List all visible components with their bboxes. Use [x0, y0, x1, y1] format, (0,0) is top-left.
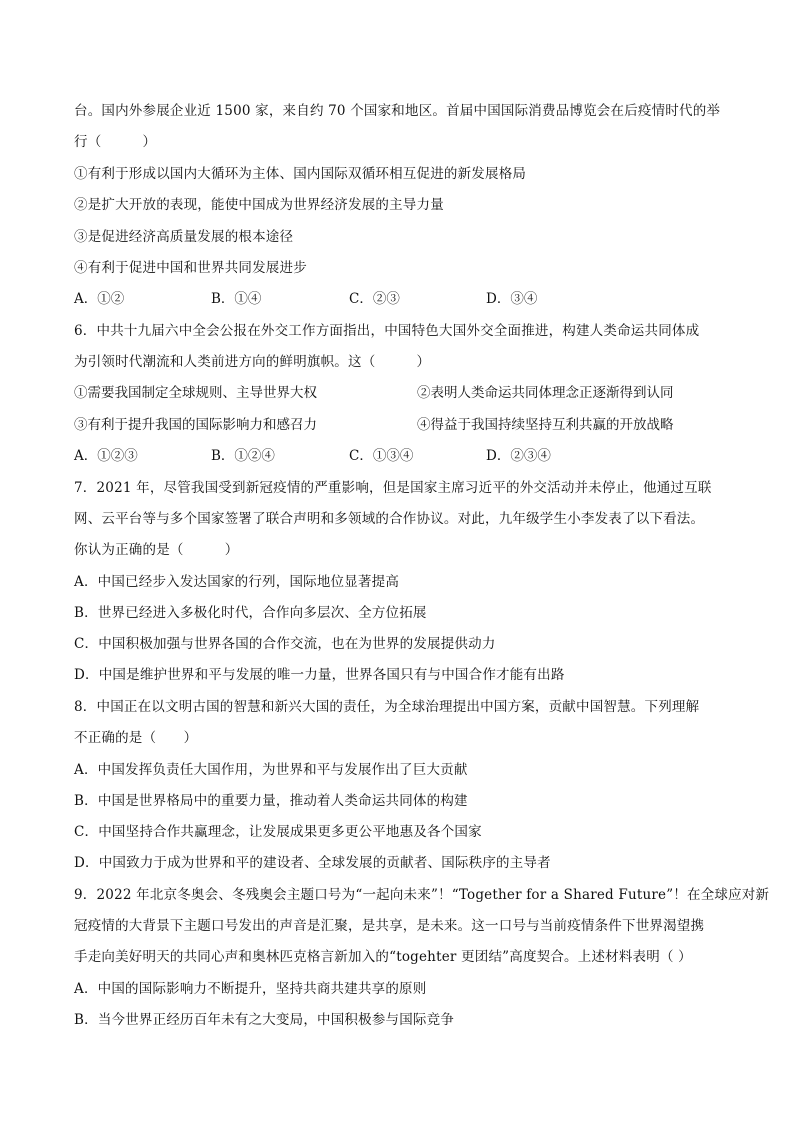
- q7-stem-line2: 网、云平台等与多个国家签署了联合声明和多领域的合作协议。对此，九年级学生小李发表了以下看法。: [74, 511, 705, 527]
- q8-stem-line2: 不正确的是（ ）: [74, 730, 198, 746]
- q9-stem-line2: 冠疫情的大背景下主题口号发出的声音是汇聚，是共享，是未来。这一口号与当前疫情条件下世界渴望携: [74, 918, 705, 934]
- q7-stem-line3: 你认为正确的是（ ）: [74, 542, 239, 558]
- q6-stem-line2: 为引领时代潮流和人类前进方向的鲜明旗帜。这（ ）: [74, 354, 431, 370]
- q5-option-b[interactable]: B．①④: [211, 291, 262, 307]
- q6-statement-4: ④得益于我国持续坚持互利共赢的开放战略: [417, 417, 674, 433]
- q5-statement-3: ③是促进经济高质量发展的根本途径: [74, 229, 294, 245]
- q6-statement-3: ③有利于提升我国的国际影响力和感召力: [74, 417, 317, 433]
- q5-stem-line1: 台。国内外参展企业近 1500 家，来自约 70 个国家和地区。首届中国国际消费品博览会在后疫情时代的举: [74, 103, 721, 119]
- q6-option-d[interactable]: D．②③④: [486, 448, 551, 464]
- q6-statements-row1: [74, 383, 734, 403]
- q7-option-b[interactable]: B．世界已经进入多极化时代，合作向多层次、全方位拓展: [74, 605, 427, 621]
- q8-option-b[interactable]: B．中国是世界格局中的重要力量，推动着人类命运共同体的构建: [74, 793, 468, 809]
- q8-option-a[interactable]: A．中国发挥负责任大国作用，为世界和平与发展作出了巨大贡献: [74, 762, 468, 778]
- q5-stem-line2: 行（ ）: [74, 134, 157, 150]
- q5-options: [74, 289, 734, 309]
- q5-statement-1: ①有利于形成以国内大循环为主体、国内国际双循环相互促进的新发展格局: [74, 166, 527, 182]
- q6-statement-1: ①需要我国制定全球规则、主导世界大权: [74, 385, 317, 401]
- q5-option-c[interactable]: C．②③: [349, 291, 400, 307]
- q5-statement-2: ②是扩大开放的表现，能使中国成为世界经济发展的主导力量: [74, 197, 444, 213]
- q9-stem-line3: 手走向美好明天的共同心声和奥林匹克格言新加入的“togehter 更团结”高度契合。上述材料表明（ ）: [74, 949, 692, 965]
- q5-option-a[interactable]: A．①②: [74, 291, 125, 307]
- q6-statements-row2: [74, 415, 734, 435]
- q8-option-d[interactable]: D．中国致力于成为世界和平的建设者、全球发展的贡献者、国际秩序的主导者: [74, 855, 551, 871]
- q9-option-b[interactable]: B．当今世界正经历百年未有之大变局，中国积极参与国际竞争: [74, 1012, 455, 1028]
- q6-option-a[interactable]: A．①②③: [74, 448, 138, 464]
- q6-option-c[interactable]: C．①③④: [349, 448, 414, 464]
- q7-option-a[interactable]: A．中国已经步入发达国家的行列，国际地位显著提高: [74, 574, 400, 590]
- q6-options: [74, 446, 734, 466]
- q8-option-c[interactable]: C．中国坚持合作共赢理念，让发展成果更多更公平地惠及各个国家: [74, 824, 482, 840]
- q8-stem-line1: 8．中国正在以文明古国的智慧和新兴大国的责任，为全球治理提出中国方案，贡献中国智慧。下列理解: [74, 699, 700, 715]
- q5-option-d[interactable]: D．③④: [486, 291, 538, 307]
- q6-option-b[interactable]: B．①②④: [211, 448, 275, 464]
- q7-option-c[interactable]: C．中国积极加强与世界各国的合作交流，也在为世界的发展提供动力: [74, 636, 496, 652]
- q6-statement-2: ②表明人类命运共同体理念正逐渐得到认同: [417, 385, 674, 401]
- q7-stem-line1: 7．2021 年，尽管我国受到新冠疫情的严重影响，但是国家主席习近平的外交活动并未停止，他通过互联: [74, 480, 712, 496]
- q9-stem-line1: 9．2022 年北京冬奥会、冬残奥会主题口号为“一起向未来”！“Together for a Shared Future”！在全球应对新: [74, 887, 770, 903]
- q5-statement-4: ④有利于促进中国和世界共同发展进步: [74, 260, 307, 276]
- q9-option-a[interactable]: A．中国的国际影响力不断提升，坚持共商共建共享的原则: [74, 981, 427, 997]
- q6-stem-line1: 6．中共十九届六中全会公报在外交工作方面指出，中国特色大国外交全面推进，构建人类命运共同体成: [74, 323, 700, 339]
- q7-option-d[interactable]: D．中国是维护世界和平与发展的唯一力量，世界各国只有与中国合作才能有出路: [74, 667, 565, 683]
